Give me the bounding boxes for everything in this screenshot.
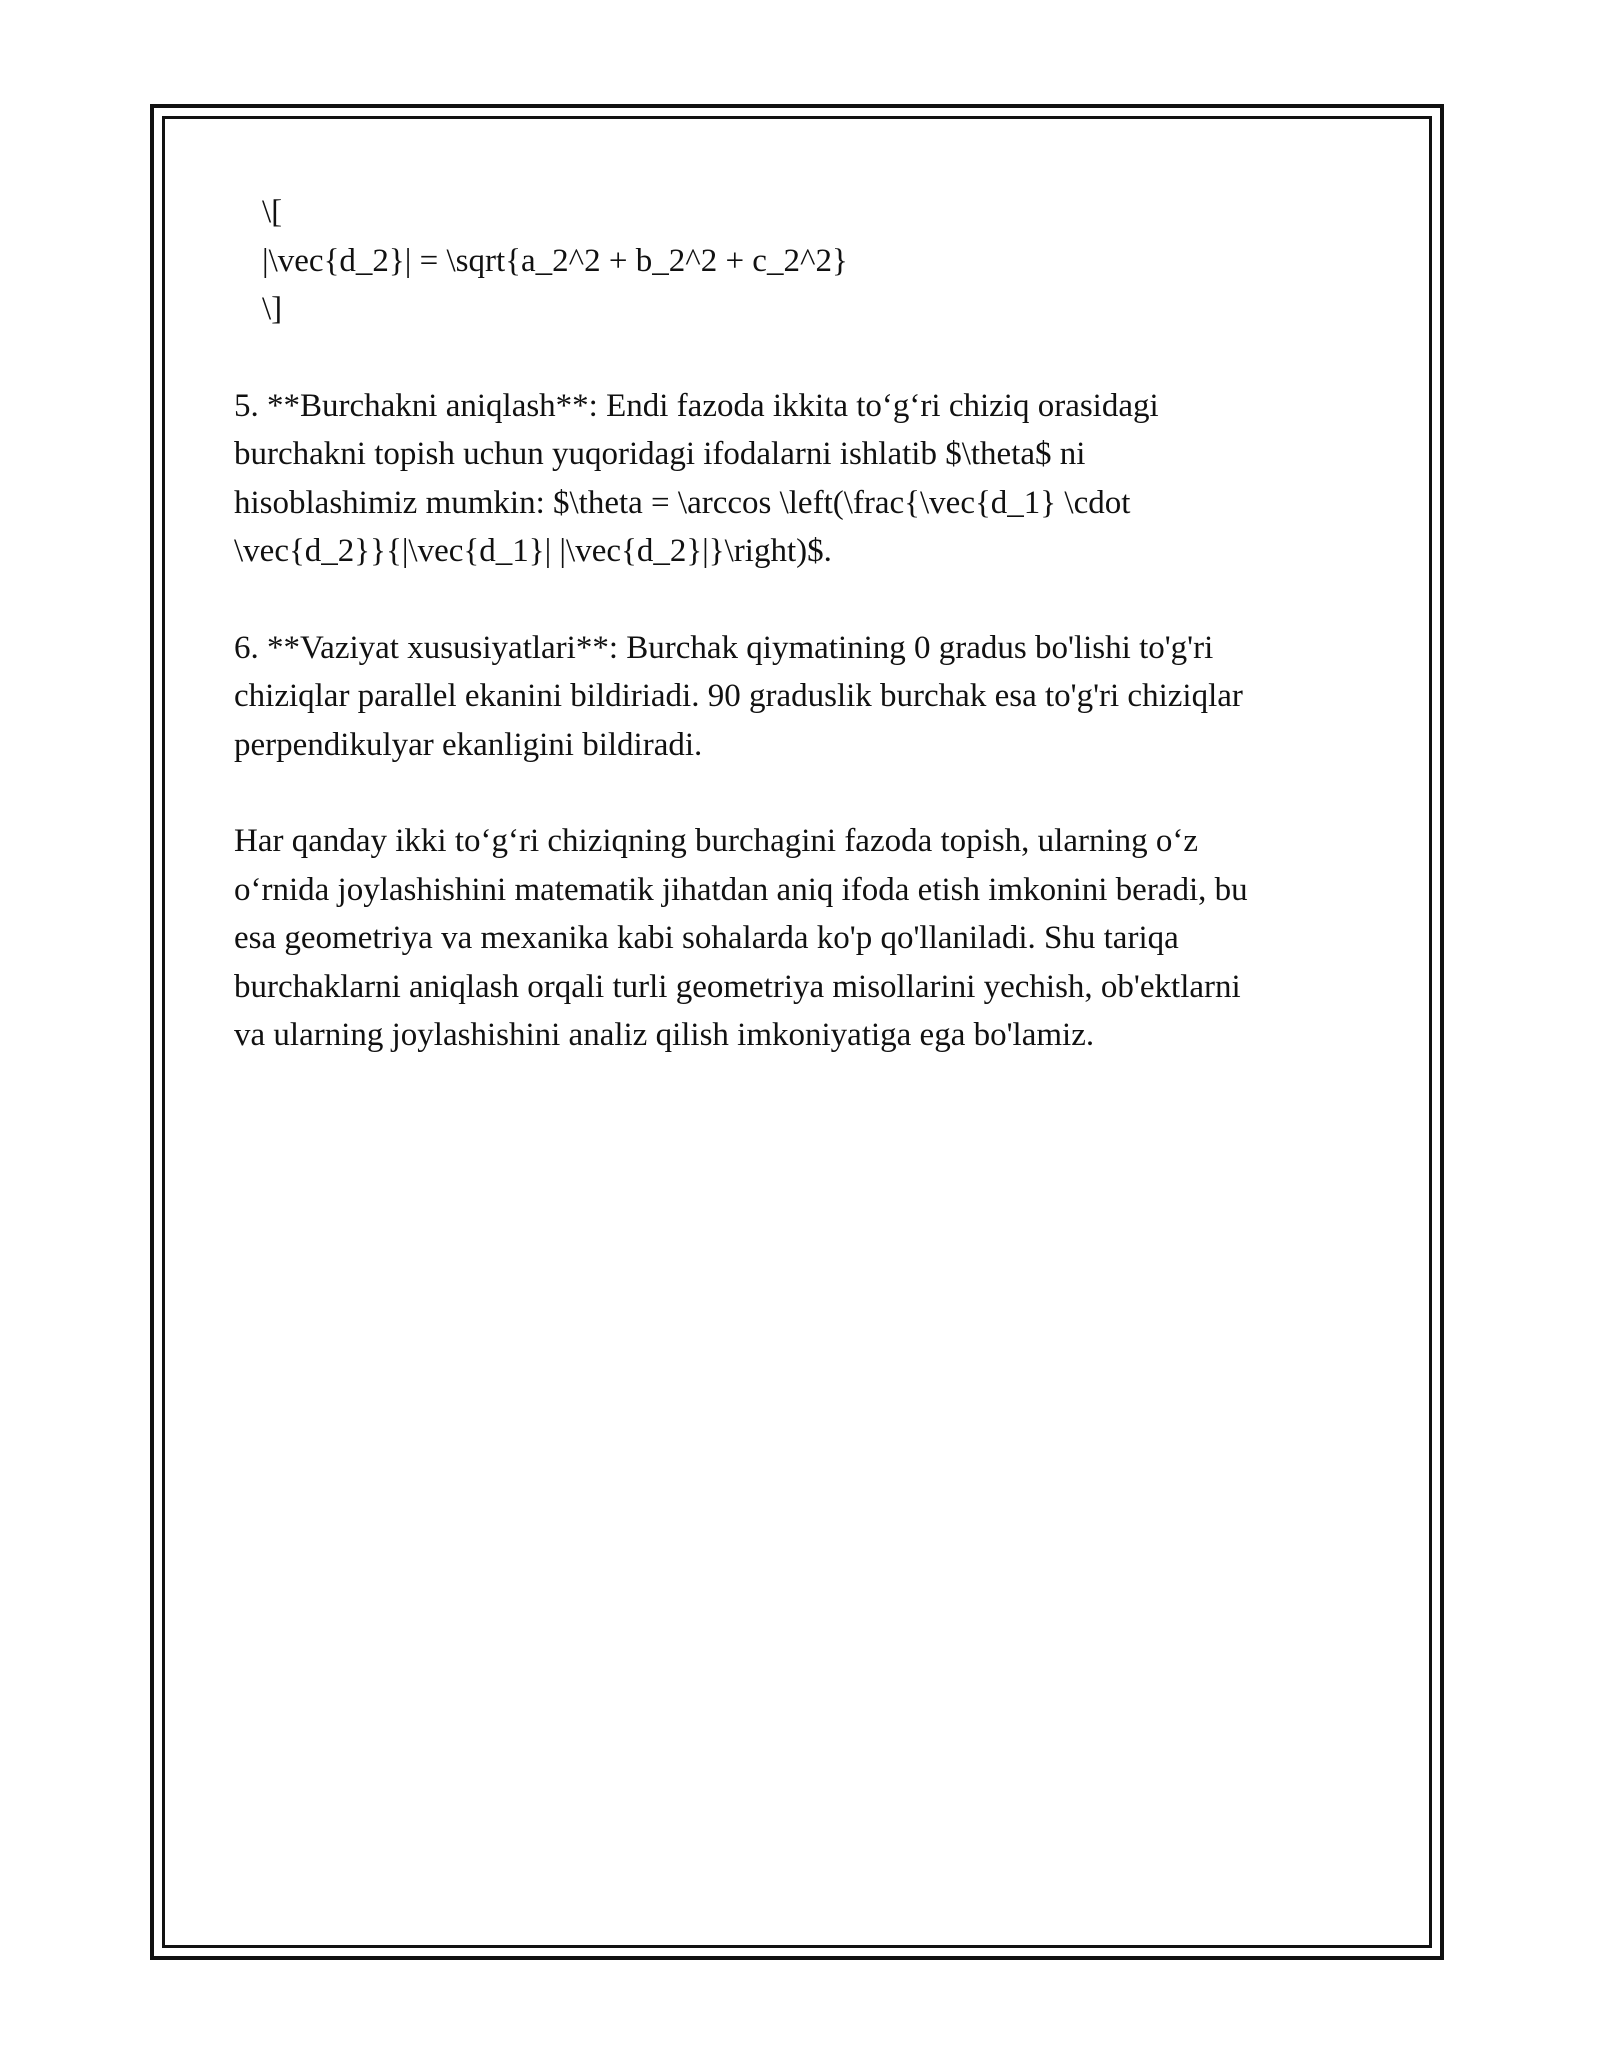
paragraph-angle-determination	[234, 382, 1364, 576]
text-line: 6. **Vaziyat xususiyatlari**: Burchak qiymatining 0 gradus bo'lishi to'g'ri	[234, 629, 1214, 666]
text-line: burchaklarni aniqlash orqali turli geometriya misollarini yechish, ob'ektlarni	[234, 968, 1241, 1005]
text-line: va ularning joylashishini analiz qilish imkoniyatiga ega bo'lamiz.	[234, 1017, 1095, 1053]
text-line: esa geometriya va mexanika kabi sohalarda ko'p qo'llaniladi. Shu tariqa	[234, 920, 1179, 956]
paragraph-conclusion	[234, 817, 1364, 1060]
text-line: o‘rnida joylashishini matematik jihatdan aniq ifoda etish imkonini beradi, bu	[234, 871, 1248, 908]
document-body	[234, 188, 1364, 1108]
formula-open-line: \[	[262, 194, 283, 230]
text-line: Har qanday ikki to‘g‘ri chiziqning burchagini fazoda topish, ularning o‘z	[234, 823, 1199, 859]
formula-block	[234, 188, 1364, 334]
text-line: \vec{d_2}}{|\vec{d_1}| |\vec{d_2}|}\right)$.	[234, 533, 832, 569]
text-line: chiziqlar parallel ekanini bildiriadi. 90 graduslik burchak esa to'g'ri chiziqlar	[234, 678, 1243, 714]
text-line: hisoblashimiz mumkin: $\theta = \arccos \left(\frac{\vec{d_1} \cdot	[234, 484, 1131, 521]
text-line: 5. **Burchakni aniqlash**: Endi fazoda ikkita to‘g‘ri chiziq orasidagi	[234, 387, 1159, 424]
formula-close-line: \]	[262, 291, 283, 327]
text-line: perpendikulyar ekanligini bildiradi.	[234, 726, 703, 763]
formula-expression-line: |\vec{d_2}| = \sqrt{a_2^2 + b_2^2 + c_2^2}	[262, 242, 848, 279]
text-line: burchakni topish uchun yuqoridagi ifodalarni ishlatib $\theta$ ni	[234, 436, 1086, 472]
paragraph-special-cases	[234, 624, 1364, 770]
